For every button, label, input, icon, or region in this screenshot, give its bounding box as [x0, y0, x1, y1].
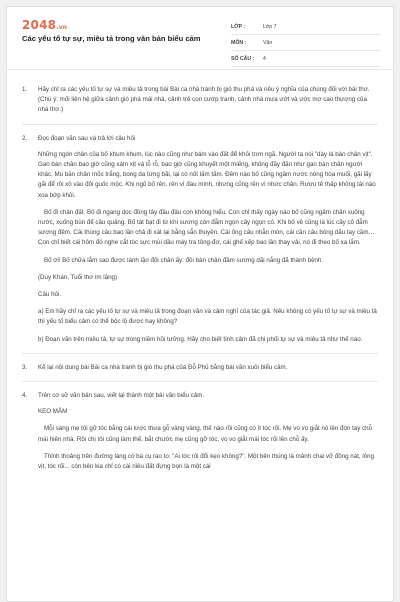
sub-question-a: a) Em hãy chỉ ra các yếu tố tự sự và miêu tả trong đoạn văn và cảm nghĩ của tác giả. Nếu không có yếu tố tự sự và miêu tả thì yếu tố biểu cảm có thể bộc lộ được hay không? [38, 308, 377, 326]
question-4 [22, 391, 378, 401]
meta-table [231, 19, 381, 67]
questions-list [22, 85, 378, 479]
question-number: 2. [22, 134, 28, 142]
passage-paragraph: Bố đi chân đất. Bố đi ngang dọc đồng tây đầu đâu con không hiểu. Con chỉ thấy ngày nào bố cũng ngâm chân xuống nước, xuống bùn để câu quăng. Bố tát bạt đi từ khi sương còn đẫm ngọn cây ngọn cỏ. Khi bố về cũng là lúc cây cỏ đẫm sương đêm. Cái thùng câu bao lần chả đi xát lại bằng sẵn thuyền. Cái ống câu nhẫn mòn, cái cần câu bóng dấu tay cầm… Con chỉ biết cái hôm đó nghe cắt tóc sực mùi dầu máy tra tông-đơ, cái ghế xếp bao lần thay vải, nó đi theo bố xa lắm. [38, 208, 375, 247]
passage-paragraph: Mỗi sáng mẹ tôi gỡ tóc bằng cái lược thưa gỗ vàng vàng, thế nào rồi cũng có ít tóc rối. Mẹ vo vo giắt nó lên đòn tay chỗ mái hiên nhà. Rồi chị tôi cũng làm thế, bắt chước mẹ cũng gỡ tóc, vo vo giắt mái tóc rối lên chỗ ấy. [38, 425, 373, 443]
divider [22, 124, 378, 125]
meta-row-count [231, 51, 381, 67]
logo-text: 2048 [22, 18, 57, 32]
meta-row-subject [231, 35, 381, 51]
question-1 [22, 85, 378, 116]
meta-label: LỚP : [231, 23, 246, 30]
question-text: Trên cơ sở văn bản sau, viết lại thành một bài văn biểu cảm. [38, 392, 205, 400]
question-number: 1. [22, 86, 28, 93]
question-number: 4. [22, 392, 28, 400]
question-2-body [22, 150, 378, 345]
sub-questions-heading: Câu hỏi. [38, 291, 62, 299]
meta-label: SỐ CÂU : [231, 55, 255, 62]
question-text: Hãy chỉ ra các yếu tố tự sự và miêu tả trong bài Bài ca nhà tranh bị gió thu phá và nêu ý nghĩa của chúng đối với bài thơ. (Chú ý: mối liên hệ giữa cảnh gió phá mái nhà, cảnh trẻ con cướp tranh, cảnh nhà mưa ướt và ước mơ cao thượng của nhà thơ.) [38, 86, 370, 114]
question-number: 3. [22, 363, 28, 371]
meta-label: MÔN : [231, 39, 247, 46]
meta-value: Lớp 7 [263, 23, 277, 30]
meta-value: Văn [263, 39, 273, 46]
sub-question-b: b) Đoạn văn trên miêu tả, tự sự trong niềm hồi tưởng. Hãy cho biết tình cảm đã chi phối tự sự và miêu tả như thế nào. [38, 335, 363, 343]
logo-suffix: .vn [56, 24, 68, 31]
page-title: Các yếu tố tự sự, miêu tả trong văn bản biểu cảm [22, 34, 201, 43]
passage-paragraph: Thỉnh thoảng trên đường làng có bà cụ rao to: "Ai tóc rối đổi kẹo không?". Một bên thúng là mảnh chai vỡ đồng nát, lông vịt, tóc rối... còn bên kia chỉ có cái niêu đất đựng bọn là một cái [38, 452, 375, 471]
question-4-body [22, 407, 378, 472]
page-header [7, 7, 393, 70]
worksheet-page [6, 6, 394, 602]
site-logo[interactable] [22, 18, 67, 32]
divider [22, 353, 378, 354]
divider [22, 381, 378, 382]
question-text: Đọc đoạn văn sau và trả lời câu hỏi [38, 134, 136, 142]
passage-source: (Duy Khán, Tuổi thơ im lặng) [38, 273, 118, 281]
meta-value: 4 [263, 55, 266, 62]
question-text: Kể lại nội dung bài Bài ca nhà tranh bị gió thu phá của Đỗ Phủ bằng bài văn xuôi biểu cảm. [38, 363, 288, 371]
meta-row-class [231, 19, 381, 35]
passage-paragraph: Bố ơi! Bố chữa lắm sao được lành lặn đôi chân ấy: đôi bàn chân đầm sương dãi nắng đã thành bệnh. [44, 256, 324, 264]
passage-heading: KEO MẦM [38, 408, 68, 416]
question-2 [22, 134, 378, 144]
passage-paragraph: Những ngón chân của bố khum khum, lúc nào cũng như bám vào đất để khỏi trơn ngã. Người ta nói "dày lá bàn chân vịt". Gan bàn chân bao giờ cũng xám xịt và lỗ rỗ, bao giờ cũng khuyết một miếng, không đầy đặn như gan bàn chân người khác. Mu bàn chân mốc trắng, bong da từng bãi, lại có nốt lấm tấm. Đêm nào bố cũng ngâm nước nóng hòa muối, gãi lấy gãi để rồi xỏ vào đôi guốc mộc. Khi ngủ bố rên, rên vì đau mình, nhưng cũng rên vì nhức chân. Rượu tê thấp không tài nào xoa bớp khỏi. [38, 150, 376, 199]
question-3 [22, 363, 378, 373]
